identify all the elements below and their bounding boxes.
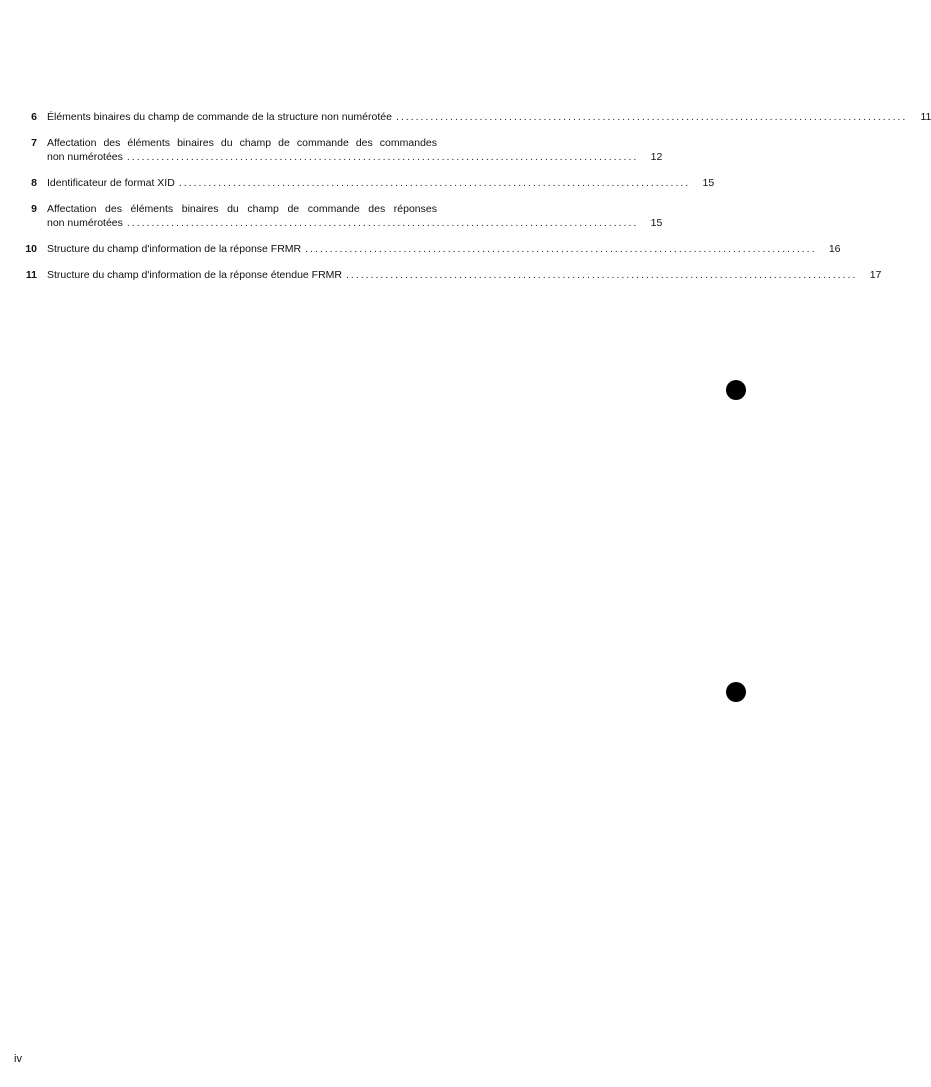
toc-entry-number: 8 [31, 177, 37, 189]
dot-leader: ........................................................................................................ [305, 243, 817, 255]
binder-hole-mark [726, 380, 746, 400]
toc-entry-page: 17 [869, 269, 882, 281]
toc-entry-title-line: Affectation des éléments binaires du champ de commande des réponses [47, 203, 437, 215]
page-number: iv [14, 1053, 22, 1065]
toc-entry [13, 202, 663, 230]
dot-leader: ........................................................................................................ [346, 269, 858, 281]
toc-entry [13, 268, 882, 282]
toc-entry-title: Identificateur de format XID [47, 177, 175, 189]
toc-entry-page: 15 [650, 217, 663, 229]
toc-entry [13, 176, 715, 190]
toc-entry [13, 110, 931, 124]
toc-entry-title-line: Affectation des éléments binaires du champ de commande des commandes [47, 137, 437, 149]
dot-leader: ........................................................................................................ [126, 217, 639, 229]
toc-entry-title: Structure du champ d'information de la réponse FRMR [47, 243, 302, 255]
dot-leader: ........................................................................................................ [178, 177, 691, 189]
toc-entry-title: Éléments binaires du champ de commande de la structure non numérotée [47, 111, 392, 123]
toc-entry-number: 11 [25, 269, 37, 281]
toc-entry-number: 10 [25, 243, 37, 255]
toc-entry-page: 11 [920, 111, 931, 123]
dot-leader: ........................................................................................................ [126, 151, 639, 163]
toc-entry-page: 15 [702, 177, 715, 189]
toc-entry-number: 7 [31, 137, 37, 149]
binder-hole-mark [726, 682, 746, 702]
toc-entry-page: 16 [828, 243, 841, 255]
toc-entry [13, 242, 841, 256]
toc-entry-title: non numérotées [47, 217, 123, 229]
table-of-contents [13, 110, 931, 294]
toc-entry-title: Structure du champ d'information de la réponse étendue FRMR [47, 269, 342, 281]
toc-entry-number: 9 [31, 203, 37, 215]
toc-entry-title: non numérotées [47, 151, 123, 163]
toc-entry-page: 12 [650, 151, 663, 163]
dot-leader: ........................................................................................................ [395, 111, 908, 123]
toc-entry [13, 136, 663, 164]
toc-entry-number: 6 [31, 111, 37, 123]
